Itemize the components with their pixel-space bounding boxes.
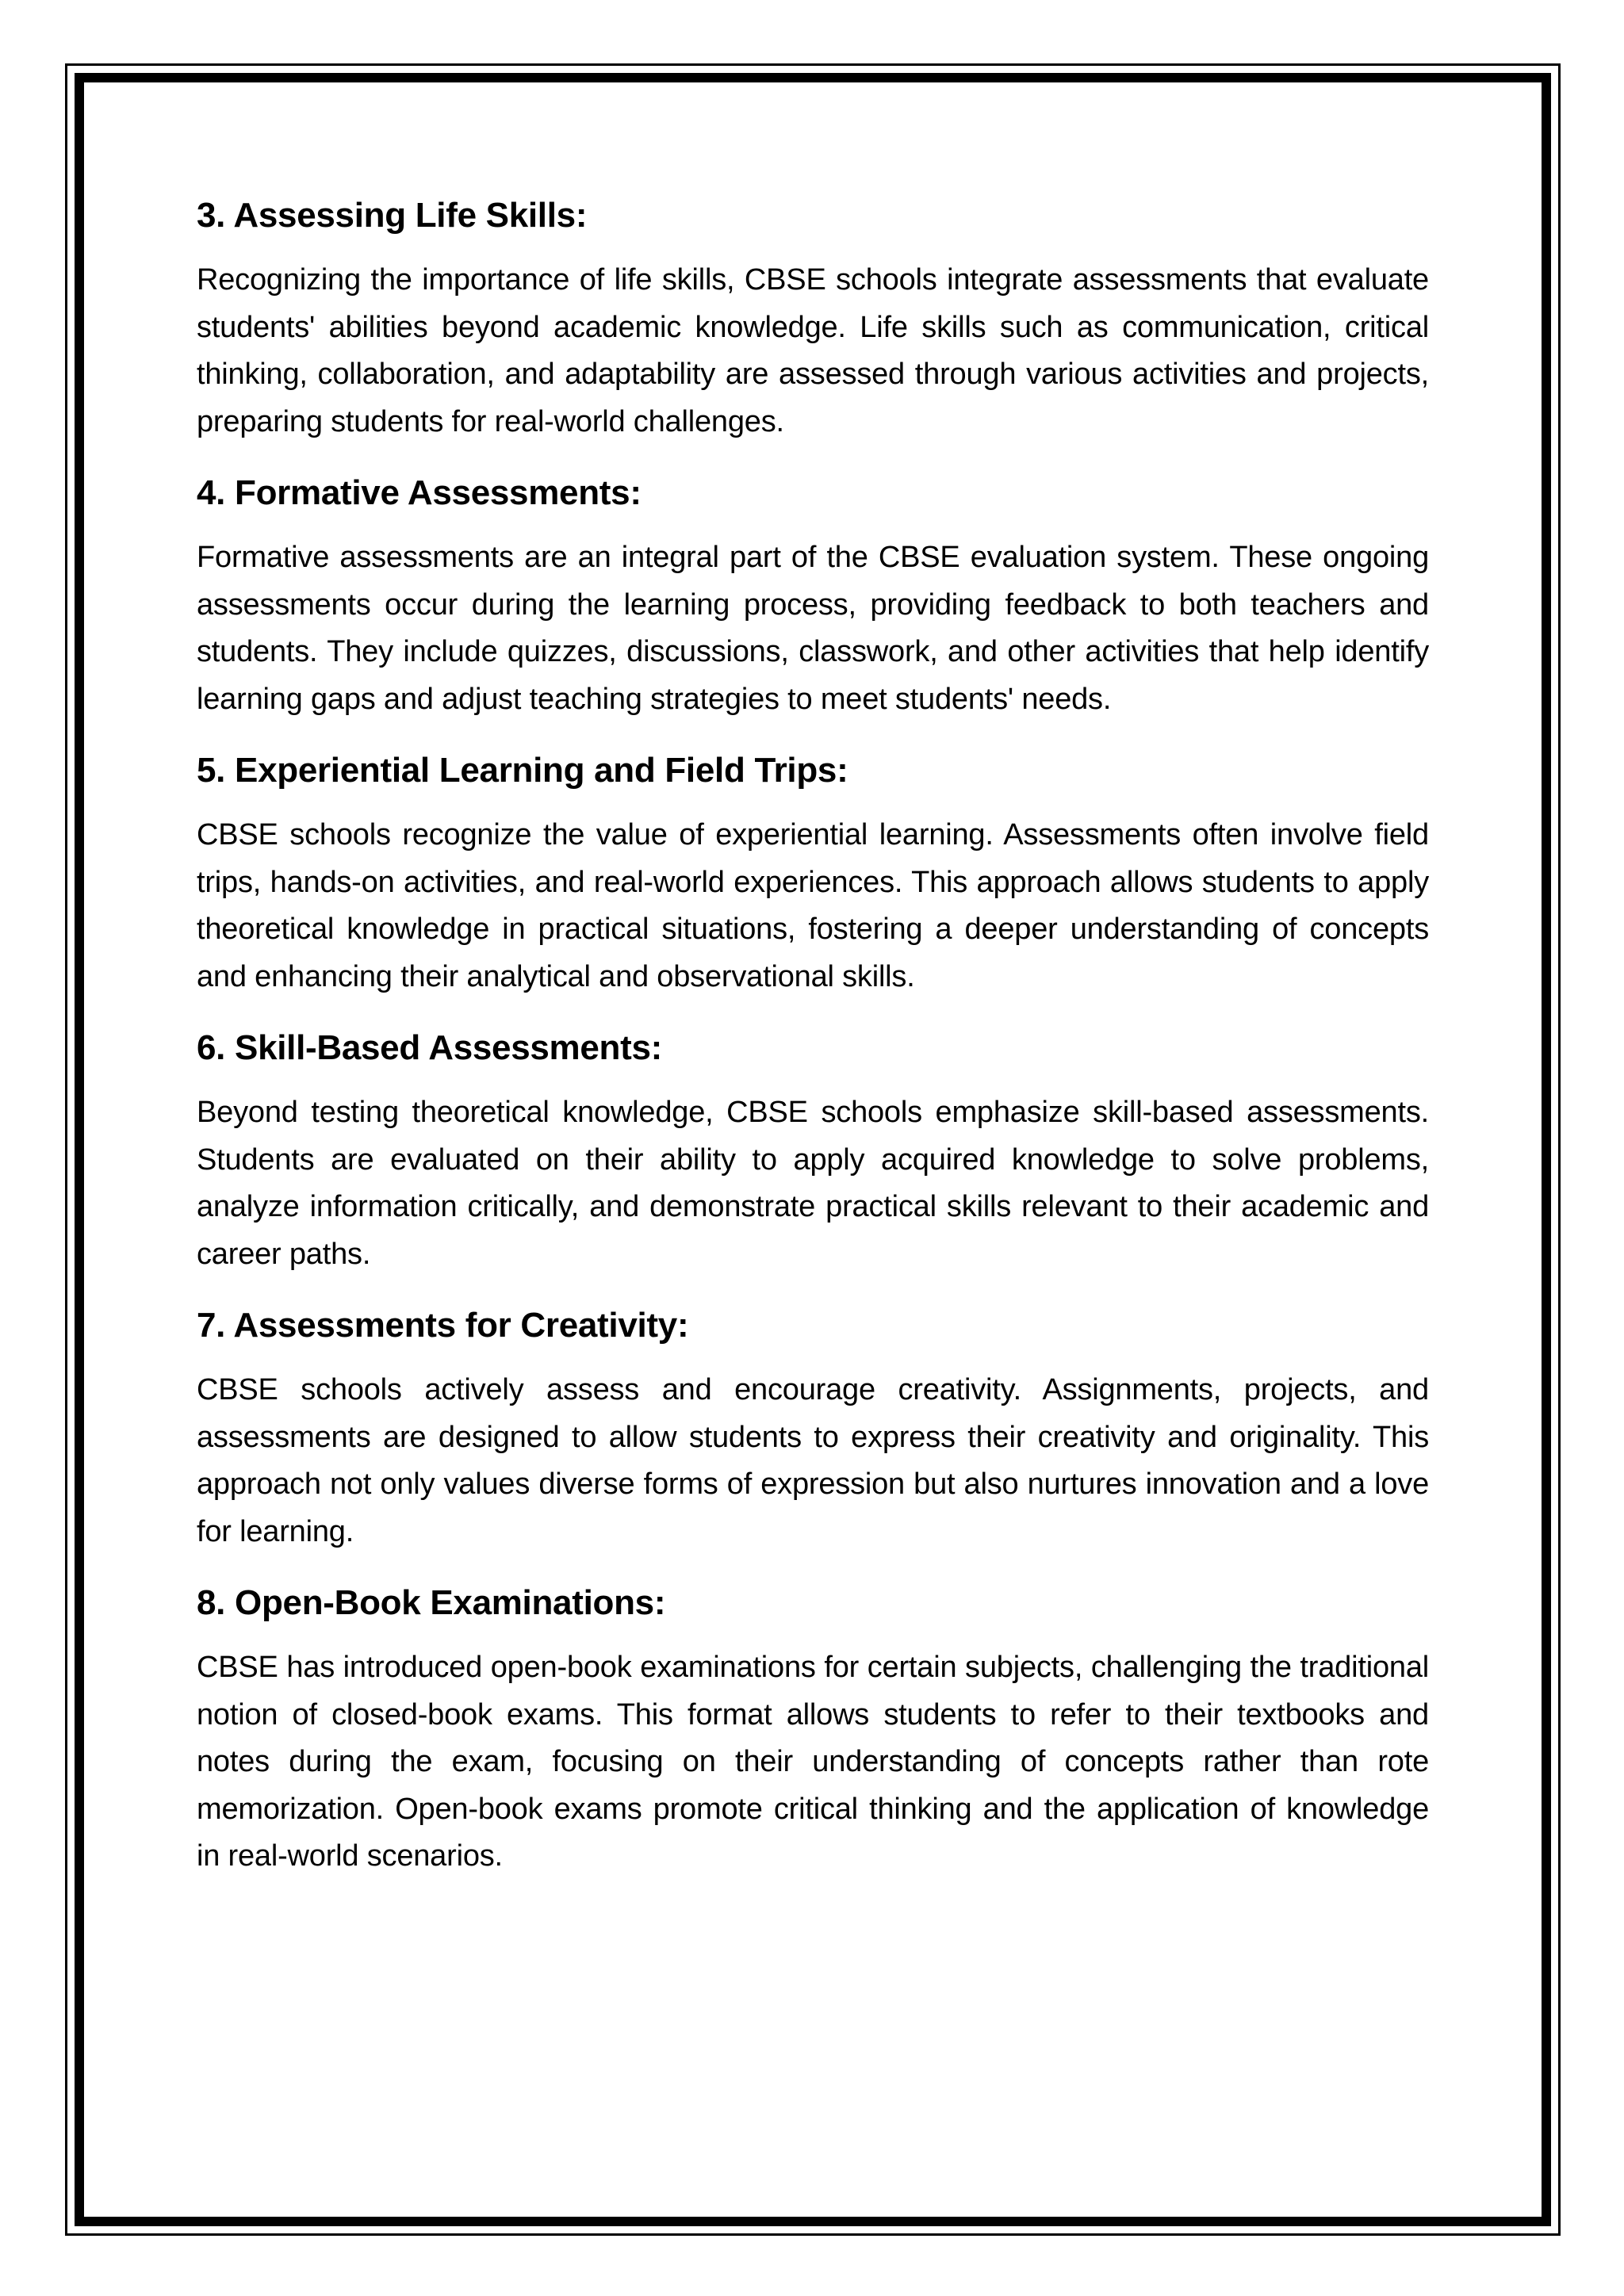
section-paragraph: CBSE schools actively assess and encourage creativity. Assignments, projects, and assessments are designed to allow students to express their creativity and originality. This approach not only values diverse forms of expression but also nurtures innovation and a love for learning.: [197, 1373, 1429, 1548]
section-experiential-learning: [197, 745, 1429, 1001]
section-paragraph: CBSE schools recognize the value of experiential learning. Assessments often involve field trips, hands-on activities, and real-world experiences. This approach allows students to apply theoretical knowledge in practical situations, fostering a deeper understanding of concepts and enhancing their analytical and observational skills.: [197, 818, 1429, 993]
document-content: [197, 190, 1429, 1903]
section-paragraph: CBSE has introduced open-book examinations for certain subjects, challenging the traditional notion of closed-book exams. This format allows students to refer to their textbooks and notes during the exam, focusing on their understanding of concepts rather than rote memorization. Open-book exams promote critical thinking and the application of knowledge in real-world scenarios.: [197, 1651, 1429, 1873]
section-open-book-examinations: [197, 1578, 1429, 1881]
section-paragraph: Recognizing the importance of life skills, CBSE schools integrate assessments that evaluate students' abilities beyond academic knowledge. Life skills such as communication, critical thinking, collaboration, and adaptability are assessed through various activities and projects, preparing students for real-world challenges.: [197, 263, 1429, 438]
section-heading: 8. Open-Book Examinations:: [197, 1583, 666, 1622]
section-assessing-life-skills: [197, 190, 1429, 446]
section-assessments-for-creativity: [197, 1300, 1429, 1556]
section-heading: 4. Formative Assessments:: [197, 473, 642, 512]
section-heading: 7. Assessments for Creativity:: [197, 1306, 689, 1345]
section-skill-based-assessments: [197, 1023, 1429, 1278]
section-heading: 5. Experiential Learning and Field Trips:: [197, 751, 848, 790]
section-paragraph: Beyond testing theoretical knowledge, CBSE schools emphasize skill-based assessments. Students are evaluated on their ability to apply acquired knowledge to solve problems, analyze information critically, and demonstrate practical skills relevant to their academic and career paths.: [197, 1096, 1429, 1271]
section-heading: 3. Assessing Life Skills:: [197, 196, 588, 235]
section-formative-assessments: [197, 468, 1429, 723]
section-paragraph: Formative assessments are an integral part of the CBSE evaluation system. These ongoing assessments occur during the learning process, providing feedback to both teachers and students. They include quizzes, discussions, classwork, and other activities that help identify learning gaps and adjust teaching strategies to meet students' needs.: [197, 541, 1429, 716]
section-heading: 6. Skill-Based Assessments:: [197, 1028, 662, 1067]
